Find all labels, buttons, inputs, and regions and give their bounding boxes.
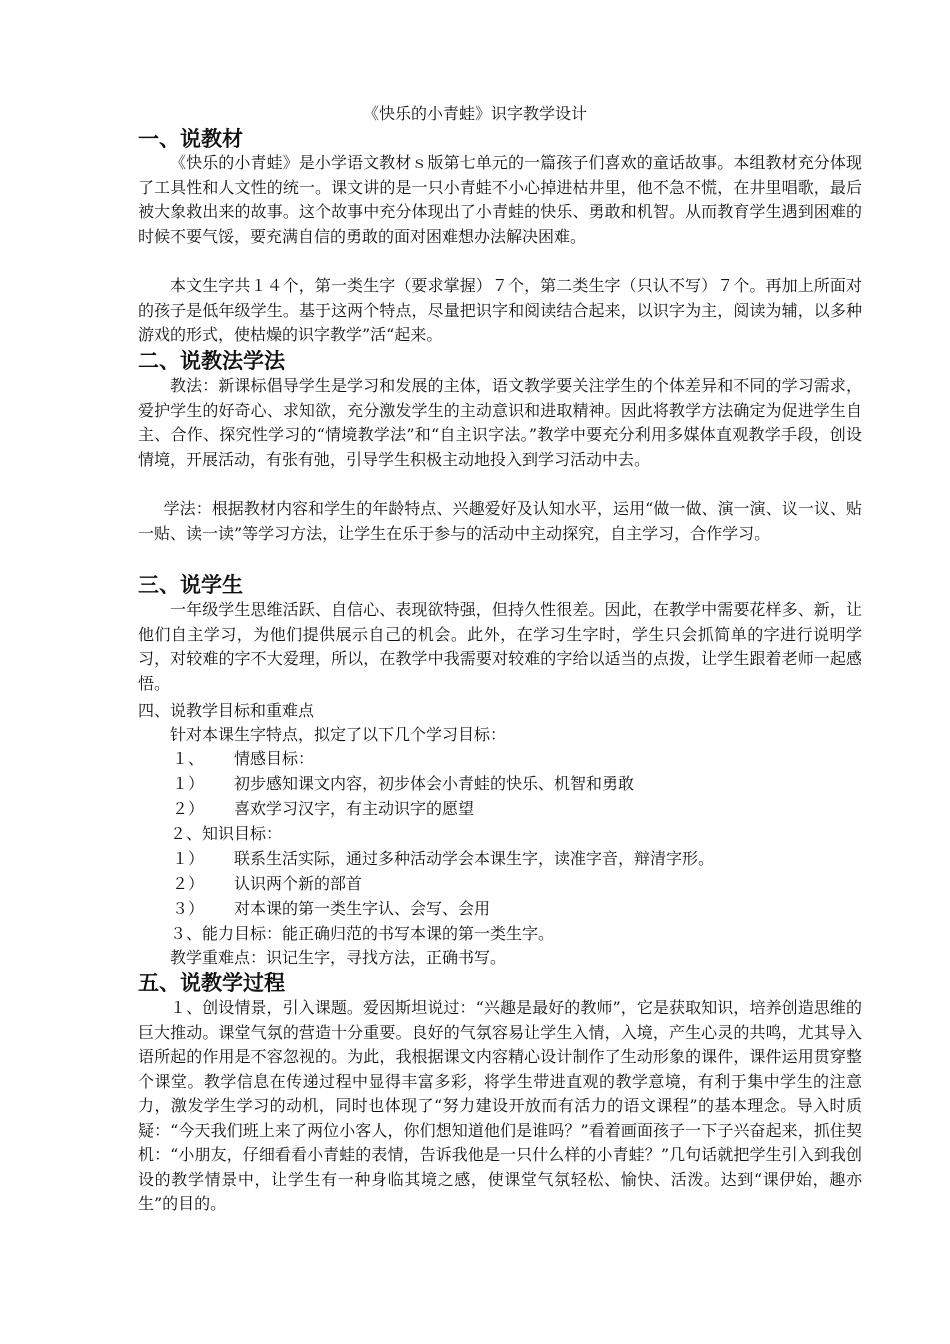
section-heading-4: 四、说教学目标和重难点	[138, 701, 315, 720]
goal-2: ２、知识目标：	[170, 824, 283, 843]
key-difficulties: 教学重难点：识记生字，寻找方法，正确书写。	[170, 948, 507, 967]
goal-2-item-1-number: １）	[172, 849, 205, 868]
goal-3: ３、能力目标：能正确归范的书写本课的第一类生字。	[170, 924, 555, 943]
goal-2-item-3-text: 对本课的第一类生字认、会写、会用	[234, 899, 491, 918]
section-heading-2: 二、说教法学法	[138, 348, 285, 373]
goal-2-item-2-number: ２）	[172, 874, 205, 893]
goal-2-item-3-number: ３）	[172, 899, 205, 918]
section-heading-1: 一、说教材	[138, 126, 243, 151]
goal-1-item-2-text: 喜欢学习汉字，有主动识字的愿望	[234, 799, 475, 818]
goal-2-item-2	[172, 872, 362, 896]
section-5-paragraph-1: １、创设情景，引入课题。爱因斯坦说过：“兴趣是最好的教师”，它是获取知识，培养创造思维的巨大推动。课堂气氛的营造十分重要。良好的气氛容易让学生入情，入境，产生心灵的共鸣，尤其导入语所起的作用是不容忽视的。为此，我根据课文内容精心设计制作了生动形象的课件，课件运用贯穿整个课堂。教学信息在传递过程中显得丰富多彩，将学生带进直观的教学意境，有利于集中学生的注意力，激发学生学习的动机，同时也体现了“努力建设开放而有活力的语文课程”的基本理念。导入时质疑：“今天我们班上来了两位小客人，你们想知道他们是谁吗？”看着画面孩子一下子兴奋起来，抓住契机：“小朋友，仔细看看小青蛙的表情，告诉我他是一只什么样的小青蛙？”几句话就把学生引入到我创设的教学情景中，让学生有一种身临其境之感，使课堂气氛轻松、愉快、活泼。达到“课伊始，趣亦生”的目的。	[138, 998, 862, 1213]
goals-intro: 针对本课生字特点，拟定了以下几个学习目标：	[170, 725, 507, 744]
goal-2-item-1-text: 联系生活实际，通过多种活动学会本课生字，读准字音，辩清字形。	[234, 849, 715, 868]
goal-1-item-1	[172, 772, 634, 796]
goal-2-item-1	[172, 847, 714, 871]
goal-1-number: １、	[172, 749, 205, 768]
goal-1-item-1-text: 初步感知课文内容，初步体会小青蛙的快乐、机智和勇敢	[234, 774, 635, 793]
goal-2-item-2-text: 认识两个新的部首	[234, 874, 363, 893]
goal-1-item-1-number: １）	[172, 774, 205, 793]
section-3-paragraph-1: 一年级学生思维活跃、自信心、表现欲特强，但持久性很差。因此，在教学中需要花样多、新，让他们自主学习，为他们提供展示自己的机会。此外，在学习生字时，学生只会抓简单的字进行说明学习，对较难的字不大爱理，所以，在教学中我需要对较难的字给以适当的点拨，让学生跟着老师一起感悟。	[138, 600, 862, 693]
section-1-paragraph-1: 《快乐的小青蛙》是小学语文教材ｓ版第七单元的一篇孩子们喜欢的童话故事。本组教材充分体现了工具性和人文性的统一。课文讲的是一只小青蛙不小心掉进枯井里，他不急不慌，在井里唱歌，最后被大象救出来的故事。这个故事中充分体现出了小青蛙的快乐、勇敢和机智。从而教育学生遇到困难的时候不要气馁，要充满自信的勇敢的面对困难想办法解决困难。	[138, 153, 862, 246]
goal-1	[172, 747, 314, 771]
section-2-paragraph-2: 学法：根据教材内容和学生的年龄特点、兴趣爱好及认知水平，运用“做一做、演一演、议一议、贴一贴、读一读”等学习方法，让学生在乐于参与的活动中主动探究，自主学习，合作学习。	[138, 499, 862, 543]
section-1-paragraph-2: 本文生字共１４个，第一类生字（要求掌握）７个，第二类生字（只认不写）７个。再加上所面对的孩子是低年级学生。基于这两个特点，尽量把识字和阅读结合起来，以识字为主，阅读为辅，以多种游戏的形式，使枯燥的识字教学”活“起来。	[138, 276, 862, 344]
goal-1-item-2-number: ２）	[172, 799, 205, 818]
section-2-paragraph-1: 教法：新课标倡导学生是学习和发展的主体，语文教学要关注学生的个体差异和不同的学习需求，爱护学生的好奇心、求知欲，充分激发学生的主动意识和进取精神。因此将教学方法确定为促进学生自主、合作、探究性学习的“情境教学法”和“自主识字法。”教学中要充分利用多媒体直观教学手段，创设情境，开展活动，有张有弛，引导学生积极主动地投入到学习活动中去。	[138, 376, 862, 469]
goal-1-label: 情感目标：	[234, 749, 315, 768]
goal-1-item-2	[172, 797, 474, 821]
section-heading-5: 五、说教学过程	[138, 970, 285, 995]
goal-2-item-3	[172, 897, 490, 921]
section-heading-3: 三、说学生	[138, 572, 243, 597]
document-title: 《快乐的小青蛙》识字教学设计	[362, 104, 587, 123]
